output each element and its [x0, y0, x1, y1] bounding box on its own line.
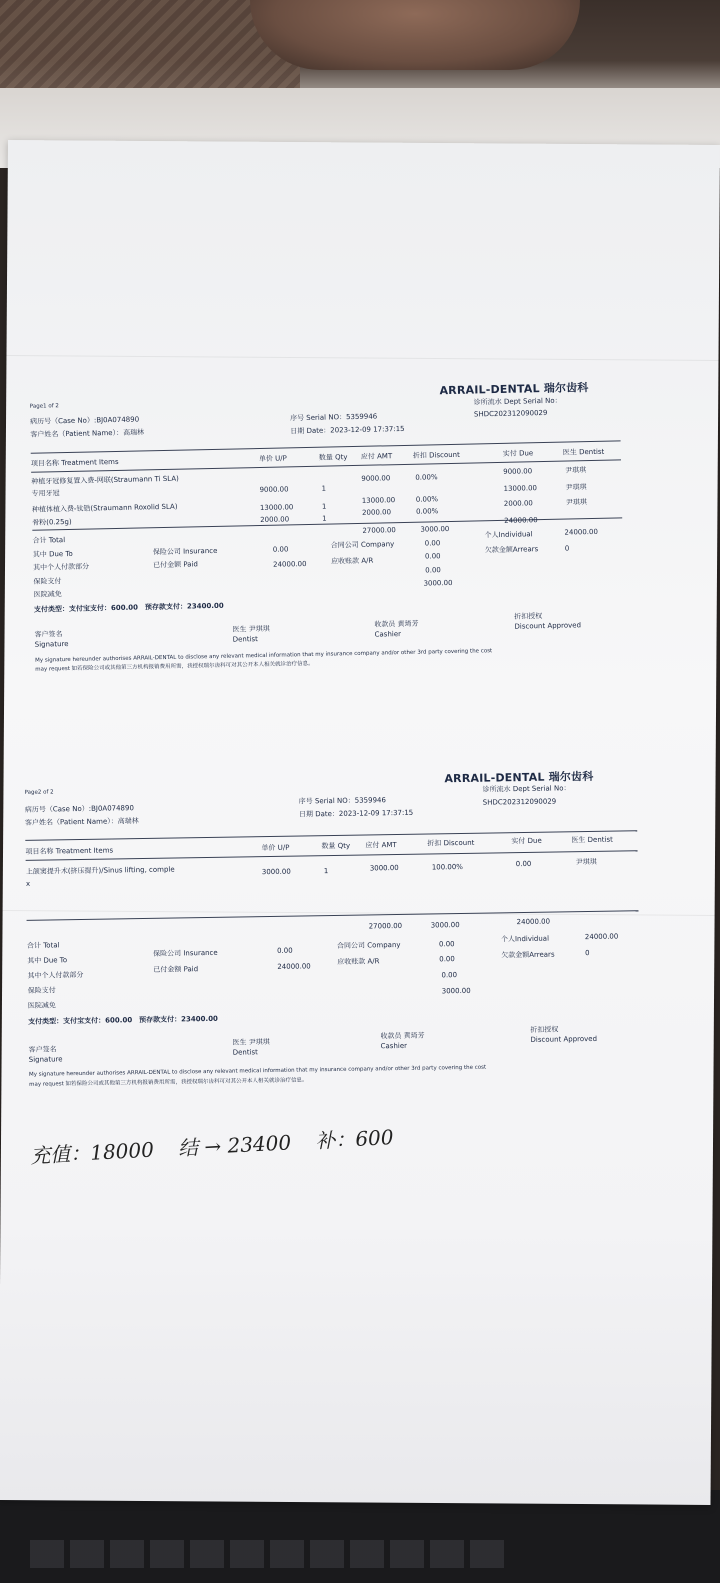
cell-up: 2000.00 [260, 515, 290, 524]
cell-discount: 0.00% [415, 507, 439, 516]
cell-up: 3000.00 [261, 867, 291, 877]
cell-amt: 2000.00 [361, 508, 392, 517]
total-amt: 27000.00 [368, 921, 403, 931]
cell-due: 9000.00 [503, 467, 533, 476]
company-value: 0.00 [438, 940, 455, 949]
sig-discount-en: Discount Approved [514, 621, 582, 631]
disclaimer-cn: may request 如若保险公司或其他第三方机构报销费用所需，我授权瑞尔齿科可对其公开本人相关就诊治疗信息。 [35, 660, 314, 673]
cell-due: 13000.00 [503, 484, 538, 493]
arrears-label: 欠款金额Arrears [484, 545, 539, 555]
sig-customer: 客户签名 [28, 1045, 57, 1054]
header-items: 项目名称 Treatment Items [25, 846, 114, 856]
patient-name: 客户姓名（Patient Name）：高瑞林 [30, 428, 145, 439]
disclaimer-en: My signature hereunder authorises ARRAIL-DENTAL to disclose any relevant medical information that my insurance company and/or other 3rd party covering the cost [35, 648, 493, 664]
dept-serial-label: 诊所流水 Dept Serial No： [482, 784, 571, 794]
cell-due: 2000.00 [503, 499, 533, 508]
cell-dentist: 尹琪琪 [565, 483, 587, 492]
cell-qty: 1 [321, 484, 327, 493]
hospital-reduce-value: 3000.00 [441, 986, 471, 996]
cell-qty: 1 [322, 514, 327, 523]
sig-cashier: 收款员 黄琦芳 [380, 1031, 425, 1041]
due-to-label: 其中 Due To [27, 956, 68, 965]
insurance-value: 0.00 [277, 946, 293, 955]
company-label: 合同公司 Company [330, 540, 395, 550]
insurance-label: 保险公司 Insurance [153, 948, 218, 958]
personal-label: 其中个人付款部分 [27, 970, 84, 980]
paid-label: 已付金额 Paid [153, 560, 198, 570]
total-discount: 3000.00 [430, 921, 460, 930]
header-discount: 折扣 Discount [427, 838, 475, 848]
sig-cashier-en: Cashier [380, 1041, 408, 1051]
brand-logo-text: ARRAIL-DENTAL 瑞尔齿科 [439, 381, 589, 398]
cell-up: 9000.00 [259, 485, 289, 494]
cell-item: 上颌窦提升术(挤压提升)/Sinus lifting, comple [25, 865, 175, 876]
header-up: 单价 U/P [261, 843, 290, 853]
insurance-pay-value: 0.00 [425, 566, 441, 575]
insurance-pay-label: 保险支付 [27, 986, 56, 995]
dept-serial-label: 诊所流水 Dept Serial No： [473, 396, 562, 407]
cell-dentist: 尹琪琪 [565, 498, 587, 507]
hospital-reduce-label: 医院减免 [27, 1001, 56, 1010]
hospital-reduce-value: 3000.00 [423, 578, 453, 588]
brand-logo-text: ARRAIL-DENTAL 瑞尔齿科 [444, 769, 594, 786]
sig-dentist-en: Dentist [232, 635, 258, 644]
cell-qty: 1 [321, 502, 327, 511]
cell-amt: 3000.00 [369, 863, 399, 873]
individual-label: 个人Individual [484, 530, 533, 540]
sig-customer-en: Signature [28, 1055, 63, 1064]
date: 日期 Date：2023-12-09 17:37:15 [290, 424, 405, 436]
cell-qty: 1 [323, 867, 329, 876]
insurance-label: 保险公司 Insurance [152, 546, 218, 557]
company-label: 合同公司 Company [336, 940, 401, 950]
case-no: 病历号（Case No）:BJ0A074890 [24, 804, 134, 814]
sig-discount: 折扣授权 [530, 1025, 559, 1034]
dept-serial: SHDC202312090029 [473, 408, 548, 419]
individual-value: 24000.00 [564, 527, 598, 537]
header-due: 实付 Due [511, 836, 542, 846]
background-person [250, 0, 580, 70]
cell-discount: 0.00% [415, 495, 439, 504]
total-due: 24000.00 [516, 917, 551, 927]
personal-label: 其中个人付款部分 [33, 562, 90, 572]
cell-dentist: 尹琪琪 [575, 857, 597, 867]
cell-amt: 9000.00 [361, 474, 391, 483]
ar-label: 应收账款 A/R [337, 957, 380, 966]
header-dentist: 医生 Dentist [562, 447, 605, 457]
payment-line: 支付类型：支付宝支付：600.00 预存款支付：23400.00 [28, 1014, 218, 1026]
total-amt: 27000.00 [362, 526, 396, 535]
individual-value: 24000.00 [584, 932, 619, 942]
cell-item: 种植体植入费-钛锆(Straumann Roxolid SLA) [31, 502, 178, 514]
total-label: 合计 Total [32, 536, 66, 545]
total-discount: 3000.00 [420, 525, 450, 534]
due-to-label: 其中 Due To [32, 549, 73, 559]
header-dentist: 医生 Dentist [571, 835, 613, 845]
cell-discount: 100.00% [431, 862, 463, 872]
insurance-value: 0.00 [272, 545, 289, 554]
handwritten-supplement: 补：600 [314, 1124, 395, 1154]
case-no: 病历号（Case No）:BJ0A074890 [29, 415, 140, 426]
serial-no: 序号 Serial NO：5359946 [298, 796, 386, 806]
arrears-value: 0 [585, 948, 590, 958]
cell-dentist: 尹琪琪 [565, 466, 587, 475]
cell-due: 0.00 [515, 859, 532, 869]
arrears-value: 0 [564, 544, 570, 553]
ar-value: 0.00 [424, 552, 441, 561]
page-label: Page2 of 2 [24, 789, 54, 796]
patient-name: 客户姓名（Patient Name）：高瑞林 [24, 817, 139, 827]
cell-amt: 13000.00 [361, 496, 396, 505]
disclaimer-cn: may request 如若保险公司或其他第三方机构报销费用所需，我授权瑞尔齿科可对其公开本人相关就诊治疗信息。 [29, 1077, 308, 1088]
date: 日期 Date：2023-12-09 17:37:15 [298, 808, 414, 819]
dept-serial: SHDC202312090029 [482, 797, 557, 807]
header-items: 项目名称 Treatment Items [30, 457, 119, 468]
cell-item-wrap: x [25, 879, 31, 888]
sig-discount-en: Discount Approved [530, 1034, 598, 1044]
header-up: 单价 U/P [258, 454, 287, 464]
header-amt: 应付 AMT [360, 452, 393, 461]
page-label: Page1 of 2 [29, 403, 59, 410]
sig-customer: 客户签名 [34, 630, 63, 639]
sig-dentist: 医生 尹琪琪 [232, 1038, 270, 1047]
header-amt: 应付 AMT [365, 841, 397, 850]
paper-fold [6, 355, 718, 361]
cell-item: 种植牙冠修复置入费-网联(Straumann Ti SLA) [31, 474, 179, 486]
payment-line: 支付类型：支付宝支付：600.00 预存款支付：23400.00 [33, 601, 224, 614]
sig-cashier: 收款员 黄琦芳 [374, 619, 419, 629]
sig-discount: 折扣授权 [514, 612, 543, 621]
paid-value: 24000.00 [277, 962, 311, 971]
serial-no: 序号 Serial NO：5359946 [289, 412, 378, 423]
keyboard-keys [30, 1540, 510, 1568]
total-due: 24000.00 [504, 516, 538, 525]
hospital-reduce-label: 医院减免 [33, 590, 62, 599]
handwritten-deposit: 充值：18000 [29, 1137, 155, 1168]
header-discount: 折扣 Discount [412, 450, 460, 460]
individual-label: 个人Individual [500, 934, 550, 944]
cell-discount: 0.00% [415, 473, 438, 482]
total-label: 合计 Total [26, 941, 60, 950]
cell-up: 13000.00 [259, 503, 294, 512]
paid-label: 已付金额 Paid [153, 965, 199, 974]
sig-dentist-en: Dentist [232, 1048, 258, 1057]
disclaimer-en: My signature hereunder authorises ARRAIL-DENTAL to disclose any relevant medical information that my insurance company and/or other 3rd party covering the cost [28, 1064, 487, 1078]
cell-item: 骨粉(0.25g) [32, 517, 72, 527]
sig-cashier-en: Cashier [374, 630, 402, 639]
cell-item: 专用牙冠 [31, 489, 60, 498]
sig-dentist: 医生 尹琪琪 [232, 624, 270, 634]
handwritten-settled: 结 → 23400 [177, 1130, 292, 1161]
insurance-pay-label: 保险支付 [33, 577, 62, 586]
sig-customer-en: Signature [34, 640, 69, 649]
arrears-label: 欠款金额Arrears [501, 950, 555, 960]
company-value: 0.00 [424, 539, 441, 548]
header-qty: 数量 Qty [318, 453, 348, 462]
insurance-pay-value: 0.00 [441, 971, 458, 980]
header-qty: 数量 Qty [321, 841, 351, 851]
ar-label: 应收账款 A/R [330, 556, 374, 566]
header-due: 实付 Due [502, 449, 534, 458]
paid-value: 24000.00 [273, 560, 307, 569]
ar-value: 0.00 [439, 955, 455, 964]
